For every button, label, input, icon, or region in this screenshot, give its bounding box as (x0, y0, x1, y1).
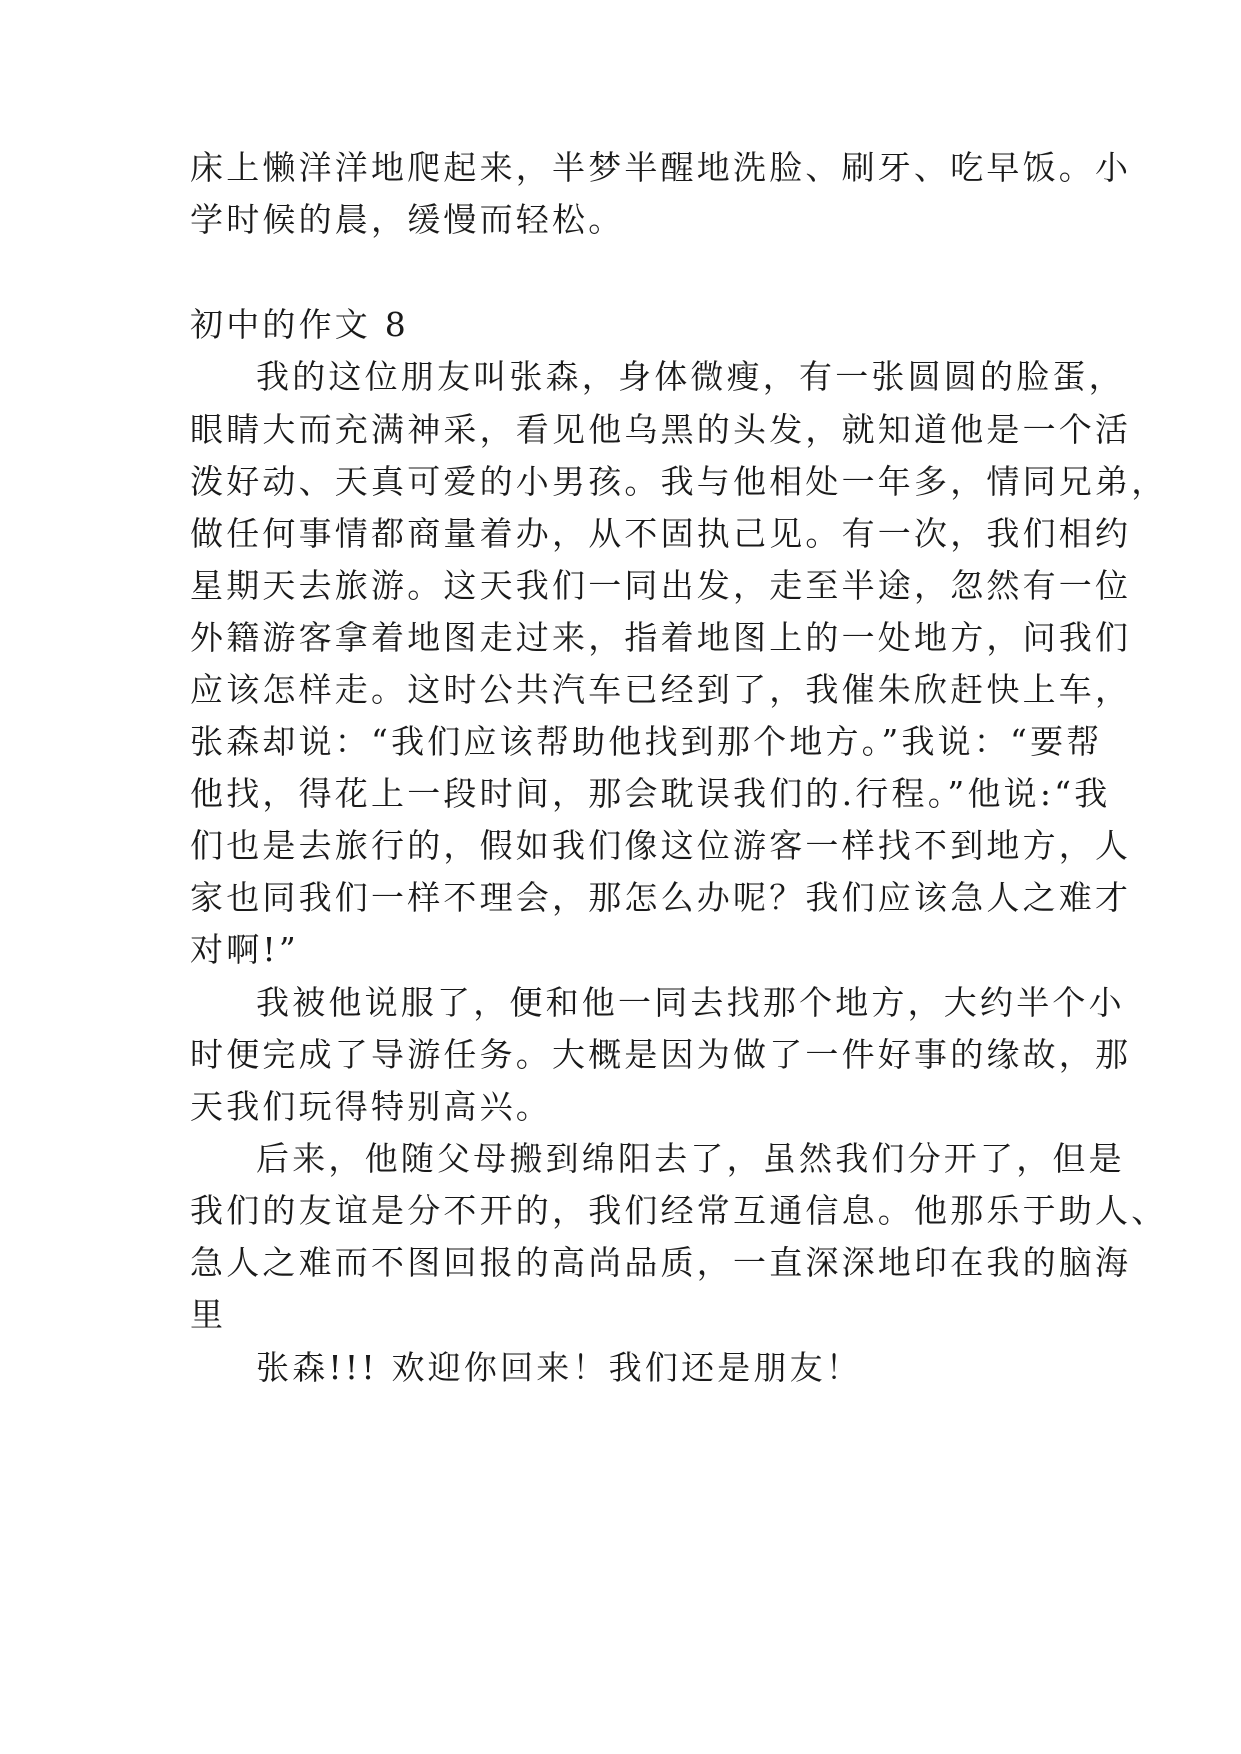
text-line: 做任何事情都商量着办，从不固执己见。有一次，我们相约 (190, 514, 1132, 553)
text-line: 我们的友谊是分不开的，我们经常互通信息。他那乐于助人、 (190, 1191, 1168, 1230)
text-line: 星期天去旅游。这天我们一同出发，走至半途，忽然有一位 (190, 566, 1132, 605)
essay-heading: 初中的作文 8 (190, 305, 409, 344)
text-line: 他找，得花上一段时间，那会耽误我们的.行程。”他说:“我 (190, 774, 1111, 813)
text-line: 床上懒洋洋地爬起来，半梦半醒地洗脸、刷牙、吃早饭。小 (190, 148, 1132, 187)
paragraph-first-line: 我的这位朋友叫张森，身体微瘦，有一张圆圆的脸蛋， (256, 357, 1125, 396)
paragraph-first-line: 张森!!! 欢迎你回来！我们还是朋友！ (256, 1348, 863, 1387)
text-line: 应该怎样走。这时公共汽车已经到了，我催朱欣赶快上车， (190, 670, 1132, 709)
text-line: 学时候的晨，缓慢而轻松。 (190, 200, 625, 239)
text-line: 里 (190, 1295, 227, 1334)
text-line: 张森却说：“我们应该帮助他找到那个地方。”我说：“要帮 (190, 722, 1103, 761)
text-line: 天我们玩得特别高兴。 (190, 1087, 552, 1126)
text-line: 们也是去旅行的，假如我们像这位游客一样找不到地方，人 (190, 826, 1132, 865)
text-line: 家也同我们一样不理会，那怎么办呢？我们应该急人之难才 (190, 878, 1132, 917)
paragraph-first-line: 后来，他随父母搬到绵阳去了，虽然我们分开了，但是 (256, 1139, 1125, 1178)
text-line: 泼好动、天真可爱的小男孩。我与他相处一年多，情同兄弟， (190, 462, 1168, 501)
text-line: 对啊!” (190, 930, 299, 969)
paragraph-first-line: 我被他说服了，便和他一同去找那个地方，大约半个小 (256, 983, 1125, 1022)
text-line: 眼睛大而充满神采，看见他乌黑的头发，就知道他是一个活 (190, 410, 1132, 449)
text-line: 时便完成了导游任务。大概是因为做了一件好事的缘故，那 (190, 1035, 1132, 1074)
text-line: 急人之难而不图回报的高尚品质，一直深深地印在我的脑海 (190, 1243, 1132, 1282)
text-line: 外籍游客拿着地图走过来，指着地图上的一处地方，问我们 (190, 618, 1132, 657)
